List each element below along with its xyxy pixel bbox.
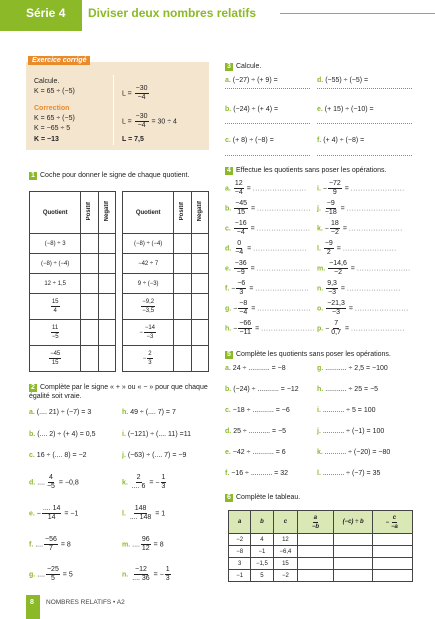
answer-blank[interactable]: ...................... — [350, 185, 405, 193]
check-cell[interactable] — [174, 346, 191, 372]
fraction: $\frac{-30}{-4}$ — [135, 85, 148, 101]
check-cell[interactable] — [191, 274, 208, 294]
check-cell[interactable] — [81, 320, 98, 346]
answer-blank[interactable]: ...................... — [354, 305, 409, 313]
ex4-item[interactable]: j. $\frac{-9}{-18}$ = ...................... — [317, 200, 401, 216]
ex4-item[interactable]: o. $\frac{-21,3}{-3}$ = ...................... — [317, 300, 409, 316]
check-cell[interactable] — [98, 234, 115, 254]
answer-blank[interactable]: ...................... — [255, 285, 310, 293]
ex2-item-m[interactable]: m. .... $\frac{96}{12}$ = 8 — [122, 536, 164, 552]
corrige-l2: L = $\frac{-30}{-4}$ = 30 ÷ 4 — [122, 113, 177, 129]
col-a: a — [229, 511, 251, 534]
fraction: $\frac{18}{-2}$ — [330, 220, 339, 236]
fraction: $\frac{-45}{15}$ — [235, 200, 248, 216]
answer-blank[interactable]: ...................... — [256, 265, 311, 273]
quotient-cell: 9 ÷ (−3) — [123, 274, 174, 294]
col-positif: Positif — [81, 192, 98, 234]
ex3-item[interactable]: d. (−55) ÷ (−5) = — [317, 77, 369, 84]
answer-cell[interactable] — [373, 534, 413, 546]
corrige-calcule: Calcule. — [34, 78, 60, 85]
quotient-cell: $\frac{-45}{15}$ — [30, 346, 81, 372]
quotient-cell: 12 ÷ 1,5 — [30, 274, 81, 294]
answer-blank[interactable]: ...................... — [351, 325, 405, 333]
col-negatif: Négatif — [191, 192, 208, 234]
check-cell[interactable] — [81, 346, 98, 372]
fraction: $\frac{-66}{-11}$ — [239, 320, 252, 336]
check-cell[interactable] — [174, 234, 191, 254]
corrige-l1: L = $\frac{-30}{-4}$ — [122, 85, 148, 101]
ex2-item[interactable]: c. 16 ÷ (.... 8) = −2 — [29, 452, 87, 459]
ex4-item[interactable]: c. $\frac{-16}{-4}$ = ...................... — [225, 220, 311, 236]
quotient-cell: −42 ÷ 7 — [123, 254, 174, 274]
ex5-item[interactable]: e. −42 ÷ ........... = 6 — [225, 449, 286, 456]
ex4-item[interactable]: l. $\frac{-9}{2}$ = ...................... — [317, 240, 397, 256]
answer-blank[interactable]: ...................... — [348, 225, 403, 233]
check-cell[interactable] — [98, 274, 115, 294]
answer-blank[interactable]: ...................... — [346, 205, 401, 213]
quotient-cell: $\frac{11}{-5}$ — [30, 320, 81, 346]
ex2-item-g[interactable]: g. .... $\frac{-25}{5}$ = 5 — [29, 566, 73, 582]
answer-line[interactable] — [317, 123, 412, 124]
fraction: $\frac{-72}{9}$ — [328, 180, 341, 196]
ex3-title: 3 Calcule. — [225, 63, 261, 71]
fraction: $\frac{-6}{3}$ — [237, 280, 246, 296]
quotient-cell: (−8) ÷ 3 — [30, 234, 81, 254]
quotient-cell: − $\frac{2}{3}$ — [123, 346, 174, 372]
ex4-title: 4 Effectue les quotients sans poser les opérations. — [225, 167, 386, 175]
ex4-item[interactable]: m. $\frac{-14,6}{-2}$ = ...................... — [317, 260, 411, 276]
answer-cell[interactable] — [333, 534, 373, 546]
ex5-item[interactable]: g. ........... ÷ 2,5 = −100 — [317, 365, 388, 372]
ex2-item-f[interactable]: f. .... $\frac{-56}{7}$ = 8 — [29, 536, 71, 552]
ex3-item[interactable]: e. (+ 15) ÷ (−10) = — [317, 106, 374, 113]
answer-line[interactable] — [225, 88, 310, 89]
ex6-number: 6 — [225, 494, 233, 502]
fraction: $\frac{-8}{-4}$ — [239, 300, 248, 316]
page-title: Diviser deux nombres relatifs — [88, 6, 257, 20]
page-number: 8 — [30, 599, 34, 606]
title-rule — [280, 13, 435, 14]
footer-text: NOMBRES RELATIFS • A2 — [46, 599, 125, 606]
ex4-item[interactable]: d. $\frac{0}{-4}$ = ...................... — [225, 240, 307, 256]
col-a-over-minus-b: $\frac{a}{-b}$ — [298, 511, 334, 534]
table-row: −1 5 −2 — [229, 570, 413, 582]
corrige-k1: K = 65 ÷ (−5) — [34, 115, 75, 122]
check-cell[interactable] — [98, 294, 115, 320]
answer-line[interactable] — [225, 155, 310, 156]
quotient-cell: $\frac{15}{4}$ — [30, 294, 81, 320]
ex1-table-right — [122, 191, 209, 372]
check-cell[interactable] — [81, 254, 98, 274]
corrige-l3: L = 7,5 — [122, 136, 144, 143]
ex6-title: 6 Complète le tableau. — [225, 494, 300, 502]
fraction: $\frac{-36}{-9}$ — [234, 260, 247, 276]
ex2-number: 2 — [29, 384, 37, 392]
ex5-item[interactable]: c. −18 ÷ ........... = −6 — [225, 407, 290, 414]
quotient-cell: $\frac{-9,2}{-3,5}$ — [123, 294, 174, 320]
check-cell[interactable] — [174, 274, 191, 294]
ex1-table-left — [29, 191, 116, 372]
fraction: $\frac{-30}{-4}$ — [135, 113, 148, 129]
check-cell[interactable] — [191, 320, 208, 346]
check-cell[interactable] — [191, 254, 208, 274]
ex2-item-n[interactable]: n. $\frac{-12}{.... 36}$ = − $\frac{1}{3}$ — [122, 566, 170, 582]
fraction: $\frac{-14,6}{-2}$ — [329, 260, 347, 276]
ex5-item[interactable]: h. ........... ÷ 25 = −5 — [317, 386, 379, 393]
col-minus-c-over-minus-a: − $\frac{c}{-a}$ — [373, 511, 413, 534]
ex5-item[interactable]: j. ........... ÷ (−1) = 100 — [317, 428, 385, 435]
corrige-badge: Exercice corrigé — [28, 56, 90, 65]
answer-cell[interactable] — [373, 570, 413, 582]
ex4-item[interactable]: i. − $\frac{-72}{9}$ = ...................... — [317, 180, 405, 196]
ex4-item[interactable]: n. $\frac{9,3}{-3}$ = ...................... — [317, 280, 401, 296]
ex1-title: 1 Coche pour donner le signe de chaque quotient. — [29, 172, 189, 180]
ex2-item-k[interactable]: k. $\frac{2}{.... 6}$ = − $\frac{1}{3}$ — [122, 474, 166, 490]
fraction: $\frac{0}{-4}$ — [235, 240, 244, 256]
ex5-item[interactable]: l. ........... ÷ (−7) = 35 — [317, 470, 381, 477]
answer-blank[interactable]: ...................... — [346, 285, 401, 293]
ex5-item[interactable]: a. 24 ÷ ........... = −8 — [225, 365, 286, 372]
check-cell[interactable] — [98, 346, 115, 372]
check-cell[interactable] — [98, 320, 115, 346]
table-row: −8 −1 −6,4 — [229, 546, 413, 558]
ex4-number: 4 — [225, 167, 233, 175]
answer-blank[interactable]: ...................... — [261, 325, 315, 333]
answer-blank[interactable]: ...................... — [253, 245, 307, 253]
ex4-item[interactable]: b. $\frac{-45}{15}$ = ...................... — [225, 200, 311, 216]
answer-cell[interactable] — [333, 546, 373, 558]
col-negatif: Négatif — [98, 192, 115, 234]
serie-label: Série 4 — [26, 6, 66, 20]
ex2-item[interactable]: j. (−63) ÷ (.... 7) = −9 — [122, 452, 187, 459]
answer-cell[interactable] — [373, 546, 413, 558]
ex5-item[interactable]: f. −16 ÷ ........... = 32 — [225, 470, 288, 477]
answer-blank[interactable]: ...................... — [356, 265, 411, 273]
answer-cell[interactable] — [373, 558, 413, 570]
answer-cell[interactable] — [298, 570, 334, 582]
fraction: $\frac{-16}{-4}$ — [234, 220, 247, 236]
ex4-item[interactable]: e. $\frac{-36}{-9}$ = ...................... — [225, 260, 311, 276]
ex3-number: 3 — [225, 63, 233, 71]
ex4-item[interactable]: h. − $\frac{-66}{-11}$ = ...................... — [225, 320, 315, 336]
answer-cell[interactable] — [333, 558, 373, 570]
ex2-item[interactable]: h. 49 ÷ (.... 7) = 7 — [122, 409, 176, 416]
answer-line[interactable] — [225, 123, 310, 124]
ex4-item[interactable]: g. − $\frac{-8}{-4}$ = ...................... — [225, 300, 312, 316]
fraction: $\frac{12}{-4}$ — [234, 180, 243, 196]
quotient-cell: (−8) ÷ (−4) — [123, 234, 174, 254]
answer-blank[interactable]: ...................... — [342, 245, 397, 253]
ex4-item[interactable]: f. − $\frac{-6}{3}$ = ...................... — [225, 280, 310, 296]
ex5-number: 5 — [225, 351, 233, 359]
ex3-item[interactable]: a. (−27) ÷ (+ 9) = — [225, 77, 278, 84]
table-row: −2 4 12 — [229, 534, 413, 546]
fraction: $\frac{-9}{-18}$ — [324, 200, 337, 216]
ex5-item[interactable]: d. 25 ÷ ........... = −5 — [225, 428, 287, 435]
check-cell[interactable] — [191, 346, 208, 372]
ex2-item-d[interactable]: d. .... $\frac{4}{-5}$ = −0,8 — [29, 474, 79, 490]
ex2-item-l[interactable]: l. $\frac{148}{.... 148}$ = 1 — [122, 505, 166, 521]
col-c: c — [273, 511, 297, 534]
corrige-k3: K = −13 — [34, 136, 59, 143]
answer-blank[interactable]: ...................... — [252, 185, 307, 193]
check-cell[interactable] — [174, 320, 191, 346]
answer-cell[interactable] — [333, 570, 373, 582]
table-row: 3 −1,5 15 — [229, 558, 413, 570]
ex2-item[interactable]: i. (−121) ÷ (.... 11) =11 — [122, 431, 191, 438]
answer-blank[interactable]: ...................... — [257, 205, 311, 213]
quotient-cell: − $\frac{-14}{-3}$ — [123, 320, 174, 346]
check-cell[interactable] — [81, 294, 98, 320]
ex2-item-e[interactable]: e. − $\frac{.... 14}{14}$ = −1 — [29, 505, 79, 521]
corrige-correction: Correction — [34, 105, 70, 112]
check-cell[interactable] — [98, 254, 115, 274]
answer-line[interactable] — [317, 88, 412, 89]
ex2-title: 2 Complète par le signe « + » ou « − » pour que chaque égalité soit vraie. — [29, 384, 208, 400]
fraction: $\frac{-9}{2}$ — [324, 240, 333, 256]
fraction: $\frac{9,3}{-3}$ — [327, 280, 337, 296]
ex1-number: 1 — [29, 172, 37, 180]
col-b: b — [251, 511, 273, 534]
ex4-item[interactable]: p. − $\frac{7}{0,7}$ = ...................... — [317, 320, 405, 336]
ex5-item[interactable]: i. ........... ÷ 5 = 100 — [317, 407, 376, 414]
answer-cell[interactable] — [298, 558, 334, 570]
quotient-cell: (−8) ÷ (−4) — [30, 254, 81, 274]
ex2-item[interactable]: a. (.... 21) ÷ (−7) = 3 — [29, 409, 92, 416]
ex3-item[interactable]: b. (−24) ÷ (+ 4) = — [225, 106, 279, 113]
fraction: $\frac{-21,3}{-3}$ — [327, 300, 345, 316]
col-quotient: Quotient — [30, 192, 81, 234]
ex6-table — [228, 510, 413, 582]
ex3-item[interactable]: c. (+ 8) ÷ (−8) = — [225, 137, 274, 144]
check-cell[interactable] — [174, 294, 191, 320]
col-positif: Positif — [174, 192, 191, 234]
answer-line[interactable] — [317, 155, 412, 156]
ex2-item[interactable]: b. (.... 2) ÷ (+ 4) = 0,5 — [29, 431, 96, 438]
ex5-item[interactable]: k. ........... ÷ (−20) = −80 — [317, 449, 391, 456]
ex4-item[interactable]: k. − $\frac{18}{-2}$ = ...................... — [317, 220, 403, 236]
check-cell[interactable] — [81, 234, 98, 254]
corrige-k-def: K = 65 ÷ (−5) — [34, 88, 75, 95]
check-cell[interactable] — [191, 234, 208, 254]
answer-blank[interactable]: ...................... — [256, 225, 311, 233]
check-cell[interactable] — [191, 294, 208, 320]
corrige-divider — [113, 75, 114, 145]
answer-cell[interactable] — [298, 546, 334, 558]
col-quotient: Quotient — [123, 192, 174, 234]
answer-cell[interactable] — [298, 534, 334, 546]
ex3-item[interactable]: f. (+ 4) ÷ (−8) = — [317, 137, 365, 144]
fraction: $\frac{7}{0,7}$ — [331, 320, 342, 336]
col-minus-c-div-b: (−c) ÷ b — [333, 511, 373, 534]
answer-blank[interactable]: ...................... — [257, 305, 312, 313]
corrige-k2: K = −65 ÷ 5 — [34, 125, 71, 132]
ex4-item[interactable]: a. $\frac{12}{-4}$ = ...................... — [225, 180, 307, 196]
check-cell[interactable] — [174, 254, 191, 274]
ex5-item[interactable]: b. (−24) ÷ ........... = −12 — [225, 386, 299, 393]
check-cell[interactable] — [81, 274, 98, 294]
ex5-title: 5 Complète les quotients sans poser les opérations. — [225, 351, 391, 359]
